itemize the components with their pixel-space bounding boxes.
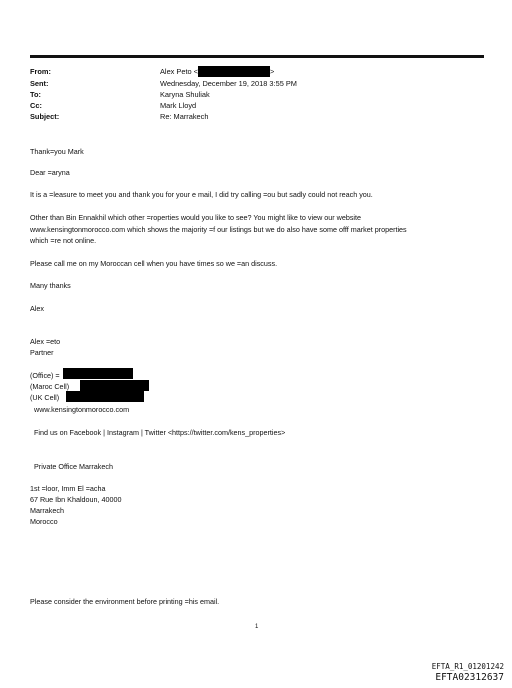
phone-maroc-label: (Maroc Cell) <box>30 382 70 391</box>
signature-social-links[interactable]: Find us on Facebook | Instagram | Twitter <https://twitter.com/kens_properties> <box>34 428 286 437</box>
body-line-sender: Alex <box>30 304 44 313</box>
to-label: To: <box>30 90 41 99</box>
address-line-4: Morocco <box>30 517 58 526</box>
body-para-properties-1: Other than Bin Ennakhil which other =roperties would you like to see? You might like to view our website <box>30 213 362 222</box>
subject-value: Re: Marrakech <box>160 112 209 121</box>
from-row <box>30 67 490 77</box>
body-line-salutation: Dear =aryna <box>30 168 70 177</box>
bates-number-primary: EFTA_R1_01201242 <box>431 662 504 671</box>
redaction-block <box>66 391 144 402</box>
from-suffix: > <box>270 67 275 76</box>
page-number: 1 <box>255 624 259 630</box>
from-name: Alex Peto < <box>160 67 199 76</box>
to-row <box>30 90 490 100</box>
signature-website[interactable]: www.kensingtonmorocco.com <box>34 405 130 414</box>
subject-row <box>30 112 490 122</box>
body-line-thanks: Thank=you Mark <box>30 147 84 156</box>
redaction-block <box>63 368 133 379</box>
address-line-1: 1st =loor, Imm El =acha <box>30 484 106 493</box>
from-label: From: <box>30 67 51 76</box>
from-value <box>160 67 274 77</box>
body-line-greeting: It is a =leasure to meet you and thank you for your e mail, I did try calling =ou but sadly could not reach you. <box>30 190 373 199</box>
cc-label: Cc: <box>30 101 42 110</box>
phone-office-label: (Office) = <box>30 371 60 380</box>
redaction-block <box>198 66 270 77</box>
body-para-properties-2: www.kensingtonmorocco.com which shows the majority =f our listings but we do also have some offf market properties <box>30 225 407 234</box>
body-para-properties-3: which =re not online. <box>30 236 97 245</box>
address-line-3: Marrakech <box>30 506 64 515</box>
environment-notice: Please consider the environment before printing =his email. <box>30 597 220 606</box>
sent-value: Wednesday, December 19, 2018 3:55 PM <box>160 79 297 88</box>
sent-row <box>30 79 490 89</box>
subject-label: Subject: <box>30 112 60 121</box>
address-line-2: 67 Rue Ibn Khaldoun, 40000 <box>30 495 122 504</box>
bates-number-secondary: EFTA02312637 <box>435 672 504 683</box>
signature-title: Partner <box>30 348 54 357</box>
cc-row <box>30 101 490 111</box>
to-value: Karyna Shuliak <box>160 90 210 99</box>
phone-uk-label: (UK Cell) <box>30 393 60 402</box>
redaction-block <box>80 380 149 391</box>
body-line-many-thanks: Many thanks <box>30 281 71 290</box>
sent-label: Sent: <box>30 79 49 88</box>
signature-name: Alex =eto <box>30 337 61 346</box>
header-rule <box>30 55 484 58</box>
signature-office-name: Private Office Marrakech <box>34 462 113 471</box>
cc-value: Mark Lloyd <box>160 101 197 110</box>
body-line-call: Please call me on my Moroccan cell when you have times so we =an discuss. <box>30 259 278 268</box>
